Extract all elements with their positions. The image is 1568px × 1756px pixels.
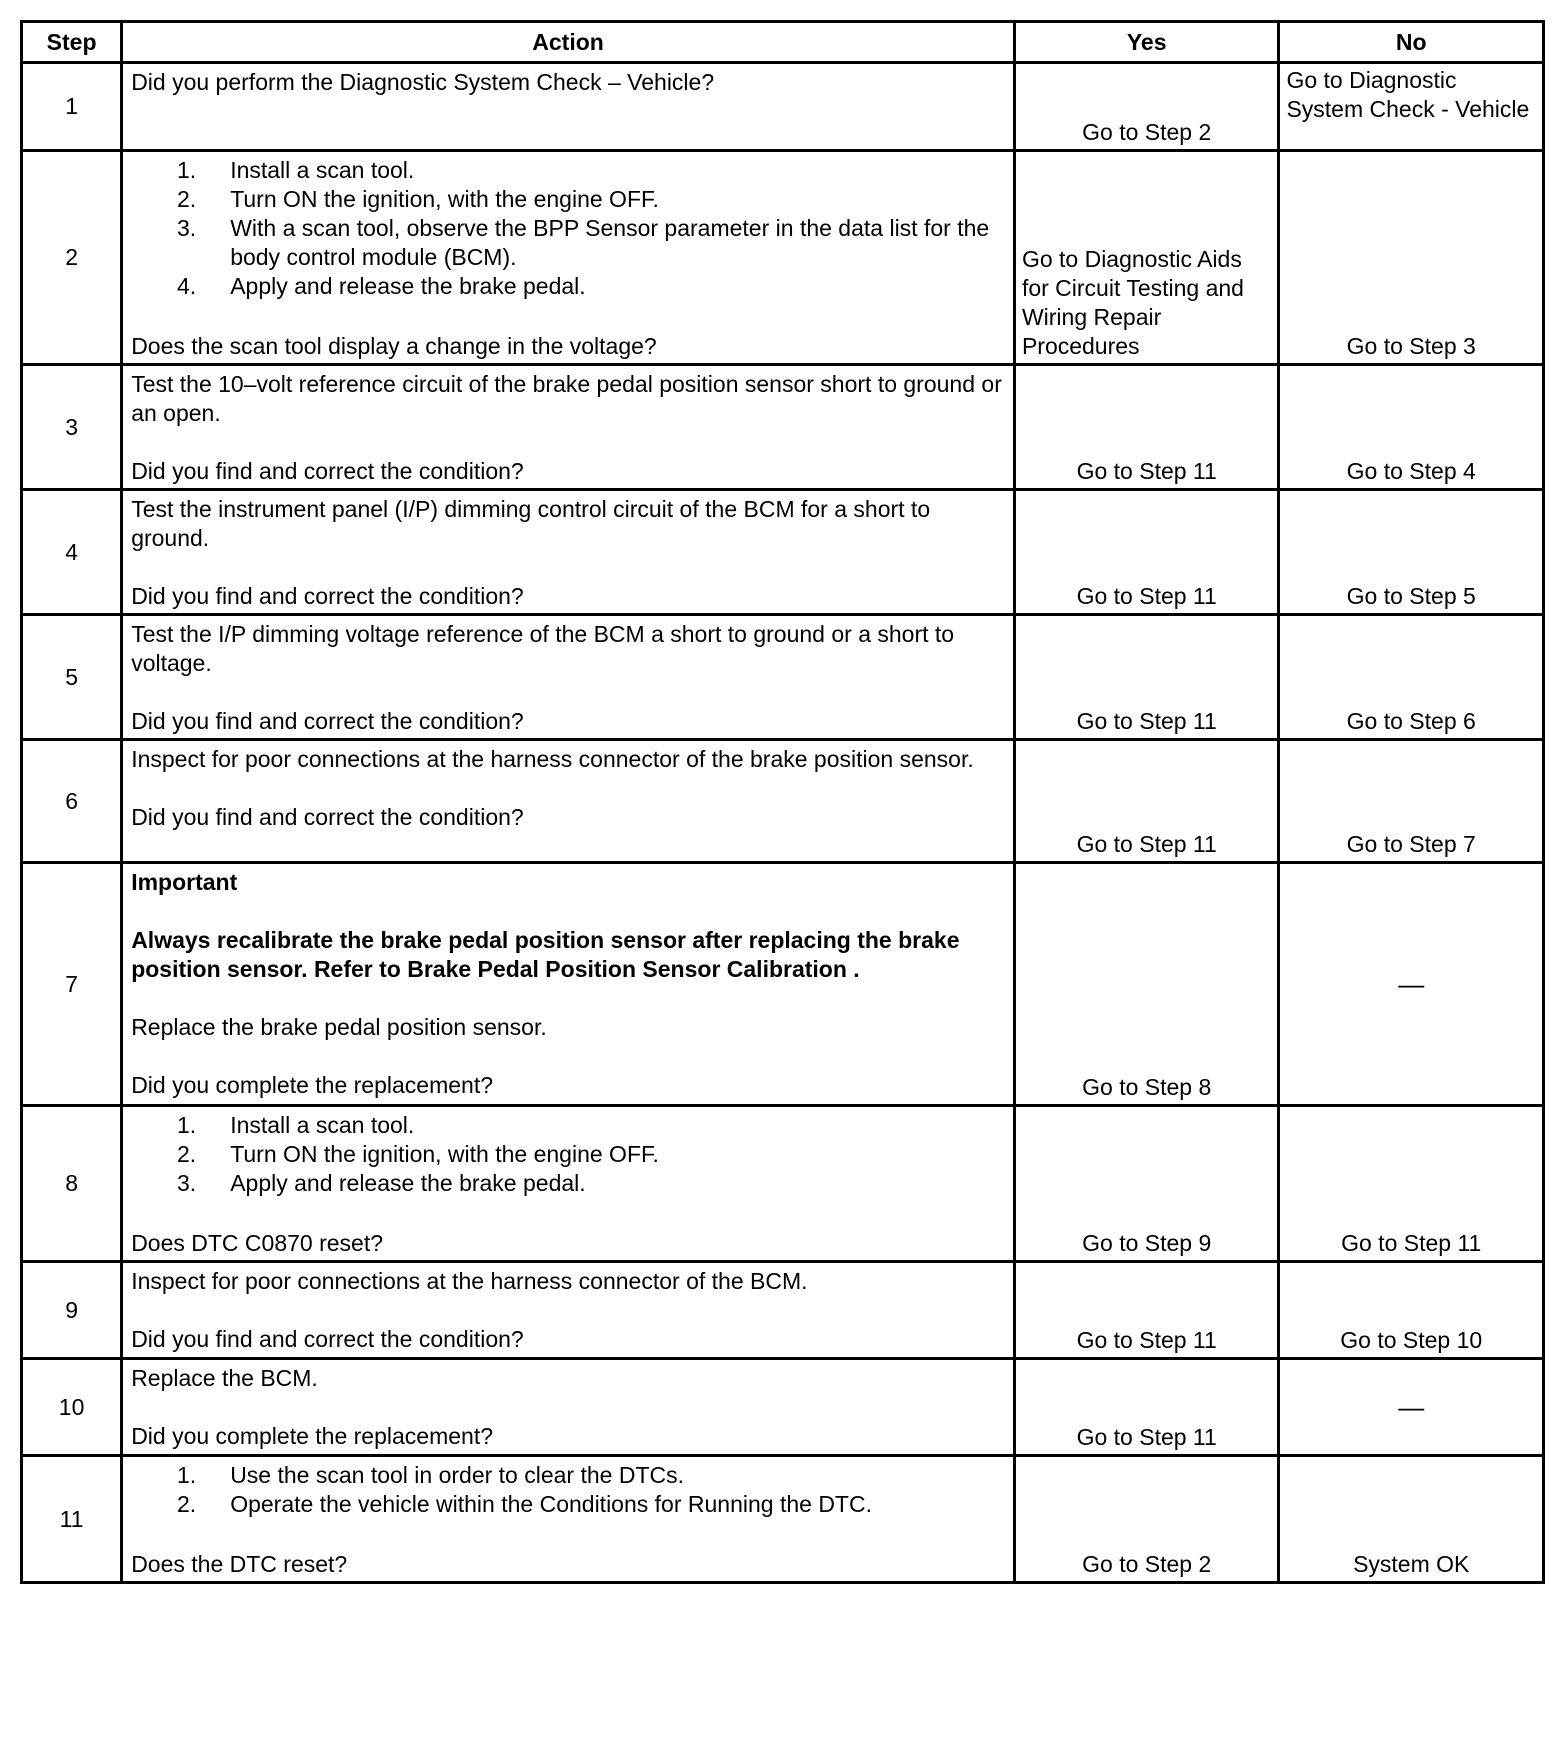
- list-item: 1. Install a scan tool.: [131, 1111, 1005, 1140]
- action-question: Did you find and correct the condition?: [131, 458, 524, 484]
- yes-cell: Go to Step 2: [1014, 1456, 1279, 1583]
- list-item: 4. Apply and release the brake pedal.: [131, 272, 1005, 301]
- list-number: 2.: [177, 1141, 197, 1167]
- list-number: 1.: [177, 1112, 197, 1138]
- yes-cell: Go to Step 11: [1014, 365, 1279, 490]
- list-item: 1. Use the scan tool in order to clear the DTCs.: [131, 1461, 1005, 1490]
- yes-cell: Go to Diagnostic Aids for Circuit Testing and Wiring Repair Procedures: [1014, 151, 1279, 365]
- table-row: [22, 151, 1544, 365]
- table-row: [22, 1106, 1544, 1262]
- header-row: [22, 22, 1544, 63]
- yes-cell: Go to Step 11: [1014, 1359, 1279, 1456]
- table-row: [22, 490, 1544, 615]
- list-number: 1.: [177, 157, 197, 183]
- table-row: [22, 1359, 1544, 1456]
- action-cell: [122, 863, 1015, 1106]
- yes-cell: Go to Step 11: [1014, 740, 1279, 863]
- action-question: Did you find and correct the condition?: [131, 708, 524, 734]
- header-action: Action: [122, 22, 1015, 63]
- yes-cell: Go to Step 2: [1014, 63, 1279, 151]
- list-number: 1.: [177, 1462, 197, 1488]
- action-cell: [122, 740, 1015, 863]
- action-question: Did you complete the replacement?: [131, 1072, 493, 1098]
- table-row: [22, 1262, 1544, 1359]
- header-no: No: [1279, 22, 1544, 63]
- no-cell: Go to Step 6: [1279, 615, 1544, 740]
- no-cell: System OK: [1279, 1456, 1544, 1583]
- action-steps-list: [131, 1111, 1005, 1198]
- no-cell: Go to Step 5: [1279, 490, 1544, 615]
- action-text: Inspect for poor connections at the harness connector of the brake position sensor.: [131, 746, 974, 772]
- step-number: 6: [22, 740, 122, 863]
- list-item: 2. Turn ON the ignition, with the engine OFF.: [131, 185, 1005, 214]
- table-row: [22, 1456, 1544, 1583]
- no-cell: Go to Step 4: [1279, 365, 1544, 490]
- action-text: Test the 10–volt reference circuit of the brake pedal position sensor short to ground or an open.: [131, 371, 1002, 426]
- table-row: [22, 63, 1544, 151]
- step-number: 2: [22, 151, 122, 365]
- no-cell: —: [1279, 863, 1544, 1106]
- table-row: [22, 615, 1544, 740]
- yes-cell: Go to Step 9: [1014, 1106, 1279, 1262]
- list-item: 1. Install a scan tool.: [131, 156, 1005, 185]
- action-steps-list: [131, 1461, 1005, 1519]
- action-text: Inspect for poor connections at the harness connector of the BCM.: [131, 1268, 808, 1294]
- important-note: Always recalibrate the brake pedal position sensor after replacing the brake position sensor. Refer to Brake Pedal Position Sensor Calibration .: [131, 927, 960, 982]
- table-row: [22, 365, 1544, 490]
- yes-cell: Go to Step 11: [1014, 490, 1279, 615]
- list-item: 3. With a scan tool, observe the BPP Sensor parameter in the data list for the body control module (BCM).: [131, 214, 1005, 272]
- action-question: Does the DTC reset?: [131, 1551, 348, 1577]
- action-text: Replace the BCM.: [131, 1365, 318, 1391]
- header-step: Step: [22, 22, 122, 63]
- action-cell: [122, 615, 1015, 740]
- list-item: 3. Apply and release the brake pedal.: [131, 1169, 1005, 1198]
- action-text: Test the instrument panel (I/P) dimming control circuit of the BCM for a short to ground.: [131, 496, 931, 551]
- action-question: Did you perform the Diagnostic System Check – Vehicle?: [131, 69, 715, 95]
- action-cell: [122, 1359, 1015, 1456]
- list-number: 3.: [177, 1170, 197, 1196]
- step-number: 10: [22, 1359, 122, 1456]
- step-number: 5: [22, 615, 122, 740]
- list-item: 2. Operate the vehicle within the Conditions for Running the DTC.: [131, 1490, 1005, 1519]
- no-cell: Go to Step 10: [1279, 1262, 1544, 1359]
- diagnostic-table: [20, 20, 1545, 1584]
- action-cell: [122, 1106, 1015, 1262]
- action-cell: [122, 1456, 1015, 1583]
- step-number: 9: [22, 1262, 122, 1359]
- no-cell: Go to Diagnostic System Check - Vehicle: [1279, 63, 1544, 151]
- action-question: Did you find and correct the condition?: [131, 804, 524, 830]
- list-number: 4.: [177, 273, 197, 299]
- list-number: 3.: [177, 215, 197, 241]
- step-number: 11: [22, 1456, 122, 1583]
- no-cell: —: [1279, 1359, 1544, 1456]
- action-steps-list: [131, 156, 1005, 301]
- action-question: Did you find and correct the condition?: [131, 583, 524, 609]
- header-yes: Yes: [1014, 22, 1279, 63]
- action-question: Did you complete the replacement?: [131, 1423, 493, 1449]
- action-cell: [122, 1262, 1015, 1359]
- action-cell: [122, 63, 1015, 151]
- table-row: [22, 863, 1544, 1106]
- list-number: 2.: [177, 186, 197, 212]
- action-question: Did you find and correct the condition?: [131, 1326, 524, 1352]
- list-item: 2. Turn ON the ignition, with the engine OFF.: [131, 1140, 1005, 1169]
- action-question: Does the scan tool display a change in the voltage?: [131, 333, 657, 359]
- yes-cell: Go to Step 8: [1014, 863, 1279, 1106]
- no-cell: Go to Step 3: [1279, 151, 1544, 365]
- important-label: Important: [131, 869, 238, 895]
- step-number: 1: [22, 63, 122, 151]
- table-row: [22, 740, 1544, 863]
- action-cell: [122, 365, 1015, 490]
- no-cell: Go to Step 7: [1279, 740, 1544, 863]
- action-text: Test the I/P dimming voltage reference of the BCM a short to ground or a short to voltage.: [131, 621, 955, 676]
- step-number: 3: [22, 365, 122, 490]
- no-cell: Go to Step 11: [1279, 1106, 1544, 1262]
- action-text: Replace the brake pedal position sensor.: [131, 1014, 547, 1040]
- yes-cell: Go to Step 11: [1014, 1262, 1279, 1359]
- step-number: 4: [22, 490, 122, 615]
- yes-cell: Go to Step 11: [1014, 615, 1279, 740]
- action-cell: [122, 490, 1015, 615]
- action-question: Does DTC C0870 reset?: [131, 1230, 384, 1256]
- list-number: 2.: [177, 1491, 197, 1517]
- action-cell: [122, 151, 1015, 365]
- step-number: 7: [22, 863, 122, 1106]
- step-number: 8: [22, 1106, 122, 1262]
